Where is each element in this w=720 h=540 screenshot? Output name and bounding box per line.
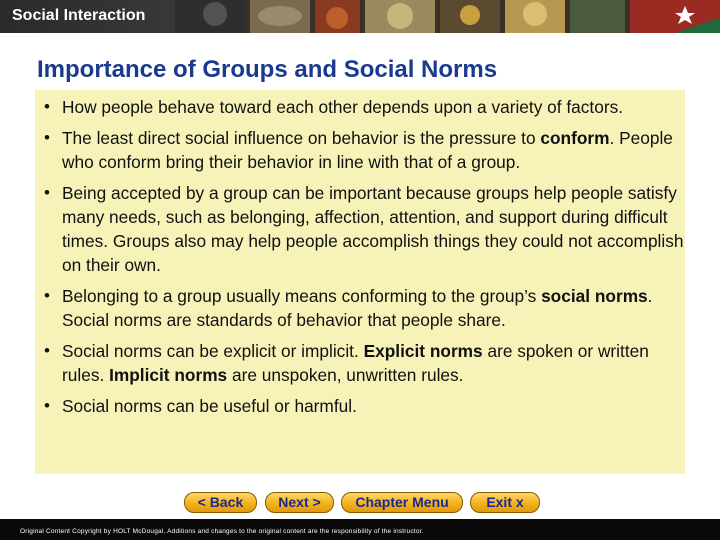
bullet-dot-icon: • xyxy=(44,183,50,202)
bullet-dot-icon: • xyxy=(44,286,50,305)
bullet-text: are unspoken, unwritten rules. xyxy=(227,365,464,385)
bullet-text: are spoken or written rules. xyxy=(62,341,649,385)
header-bar xyxy=(0,0,720,33)
bullet-dot-icon: • xyxy=(44,396,50,415)
bullet-text: Social norms can be explicit or implicit. xyxy=(62,341,364,361)
bullet-text: The least direct social influence on behavior is the pressure to xyxy=(62,128,541,148)
back-button[interactable]: < Back xyxy=(184,492,257,513)
bullet-term: conform xyxy=(540,128,610,148)
copyright-text: Original Content Copyright by HOLT McDougal. Additions and changes to the original content are the responsibility of the instructor. xyxy=(20,528,424,535)
bullet-text: How people behave toward each other depends upon a variety of factors. xyxy=(62,97,624,117)
exit-button[interactable]: Exit x xyxy=(470,492,540,513)
bullet-term: Implicit norms xyxy=(109,365,228,385)
section-title: Social Interaction xyxy=(12,7,146,24)
bullet-term: Explicit norms xyxy=(363,341,483,361)
bullet-item xyxy=(44,339,684,387)
bullet-item xyxy=(44,95,684,119)
bullet-dot-icon: • xyxy=(44,97,50,116)
bullet-text: Being accepted by a group can be important because groups help people satisfy many needs, such as belonging, affection, attention, and support during difficult times. Groups also may help people accomplish things they could not accomplish on their own. xyxy=(62,183,684,275)
bullet-term: social norms xyxy=(541,286,648,306)
bullet-text: Social norms can be useful or harmful. xyxy=(62,396,357,416)
bullet-text: Belonging to a group usually means conforming to the group’s xyxy=(62,286,542,306)
bullet-text: . Social norms are standards of behavior that people share. xyxy=(62,286,653,330)
bullet-list xyxy=(44,95,684,425)
slide-title: Importance of Groups and Social Norms xyxy=(37,56,498,83)
chapter-menu-button[interactable]: Chapter Menu xyxy=(341,492,463,513)
bullet-text: . People who conform bring their behavior in line with that of a group. xyxy=(62,128,673,172)
next-button[interactable]: Next > xyxy=(265,492,334,513)
bullet-item xyxy=(44,284,684,332)
bullet-dot-icon: • xyxy=(44,128,50,147)
bullet-item xyxy=(44,181,684,277)
bullet-item xyxy=(44,126,684,174)
bullet-dot-icon: • xyxy=(44,341,50,360)
header-collage-image xyxy=(175,0,720,33)
bullet-item xyxy=(44,394,684,418)
